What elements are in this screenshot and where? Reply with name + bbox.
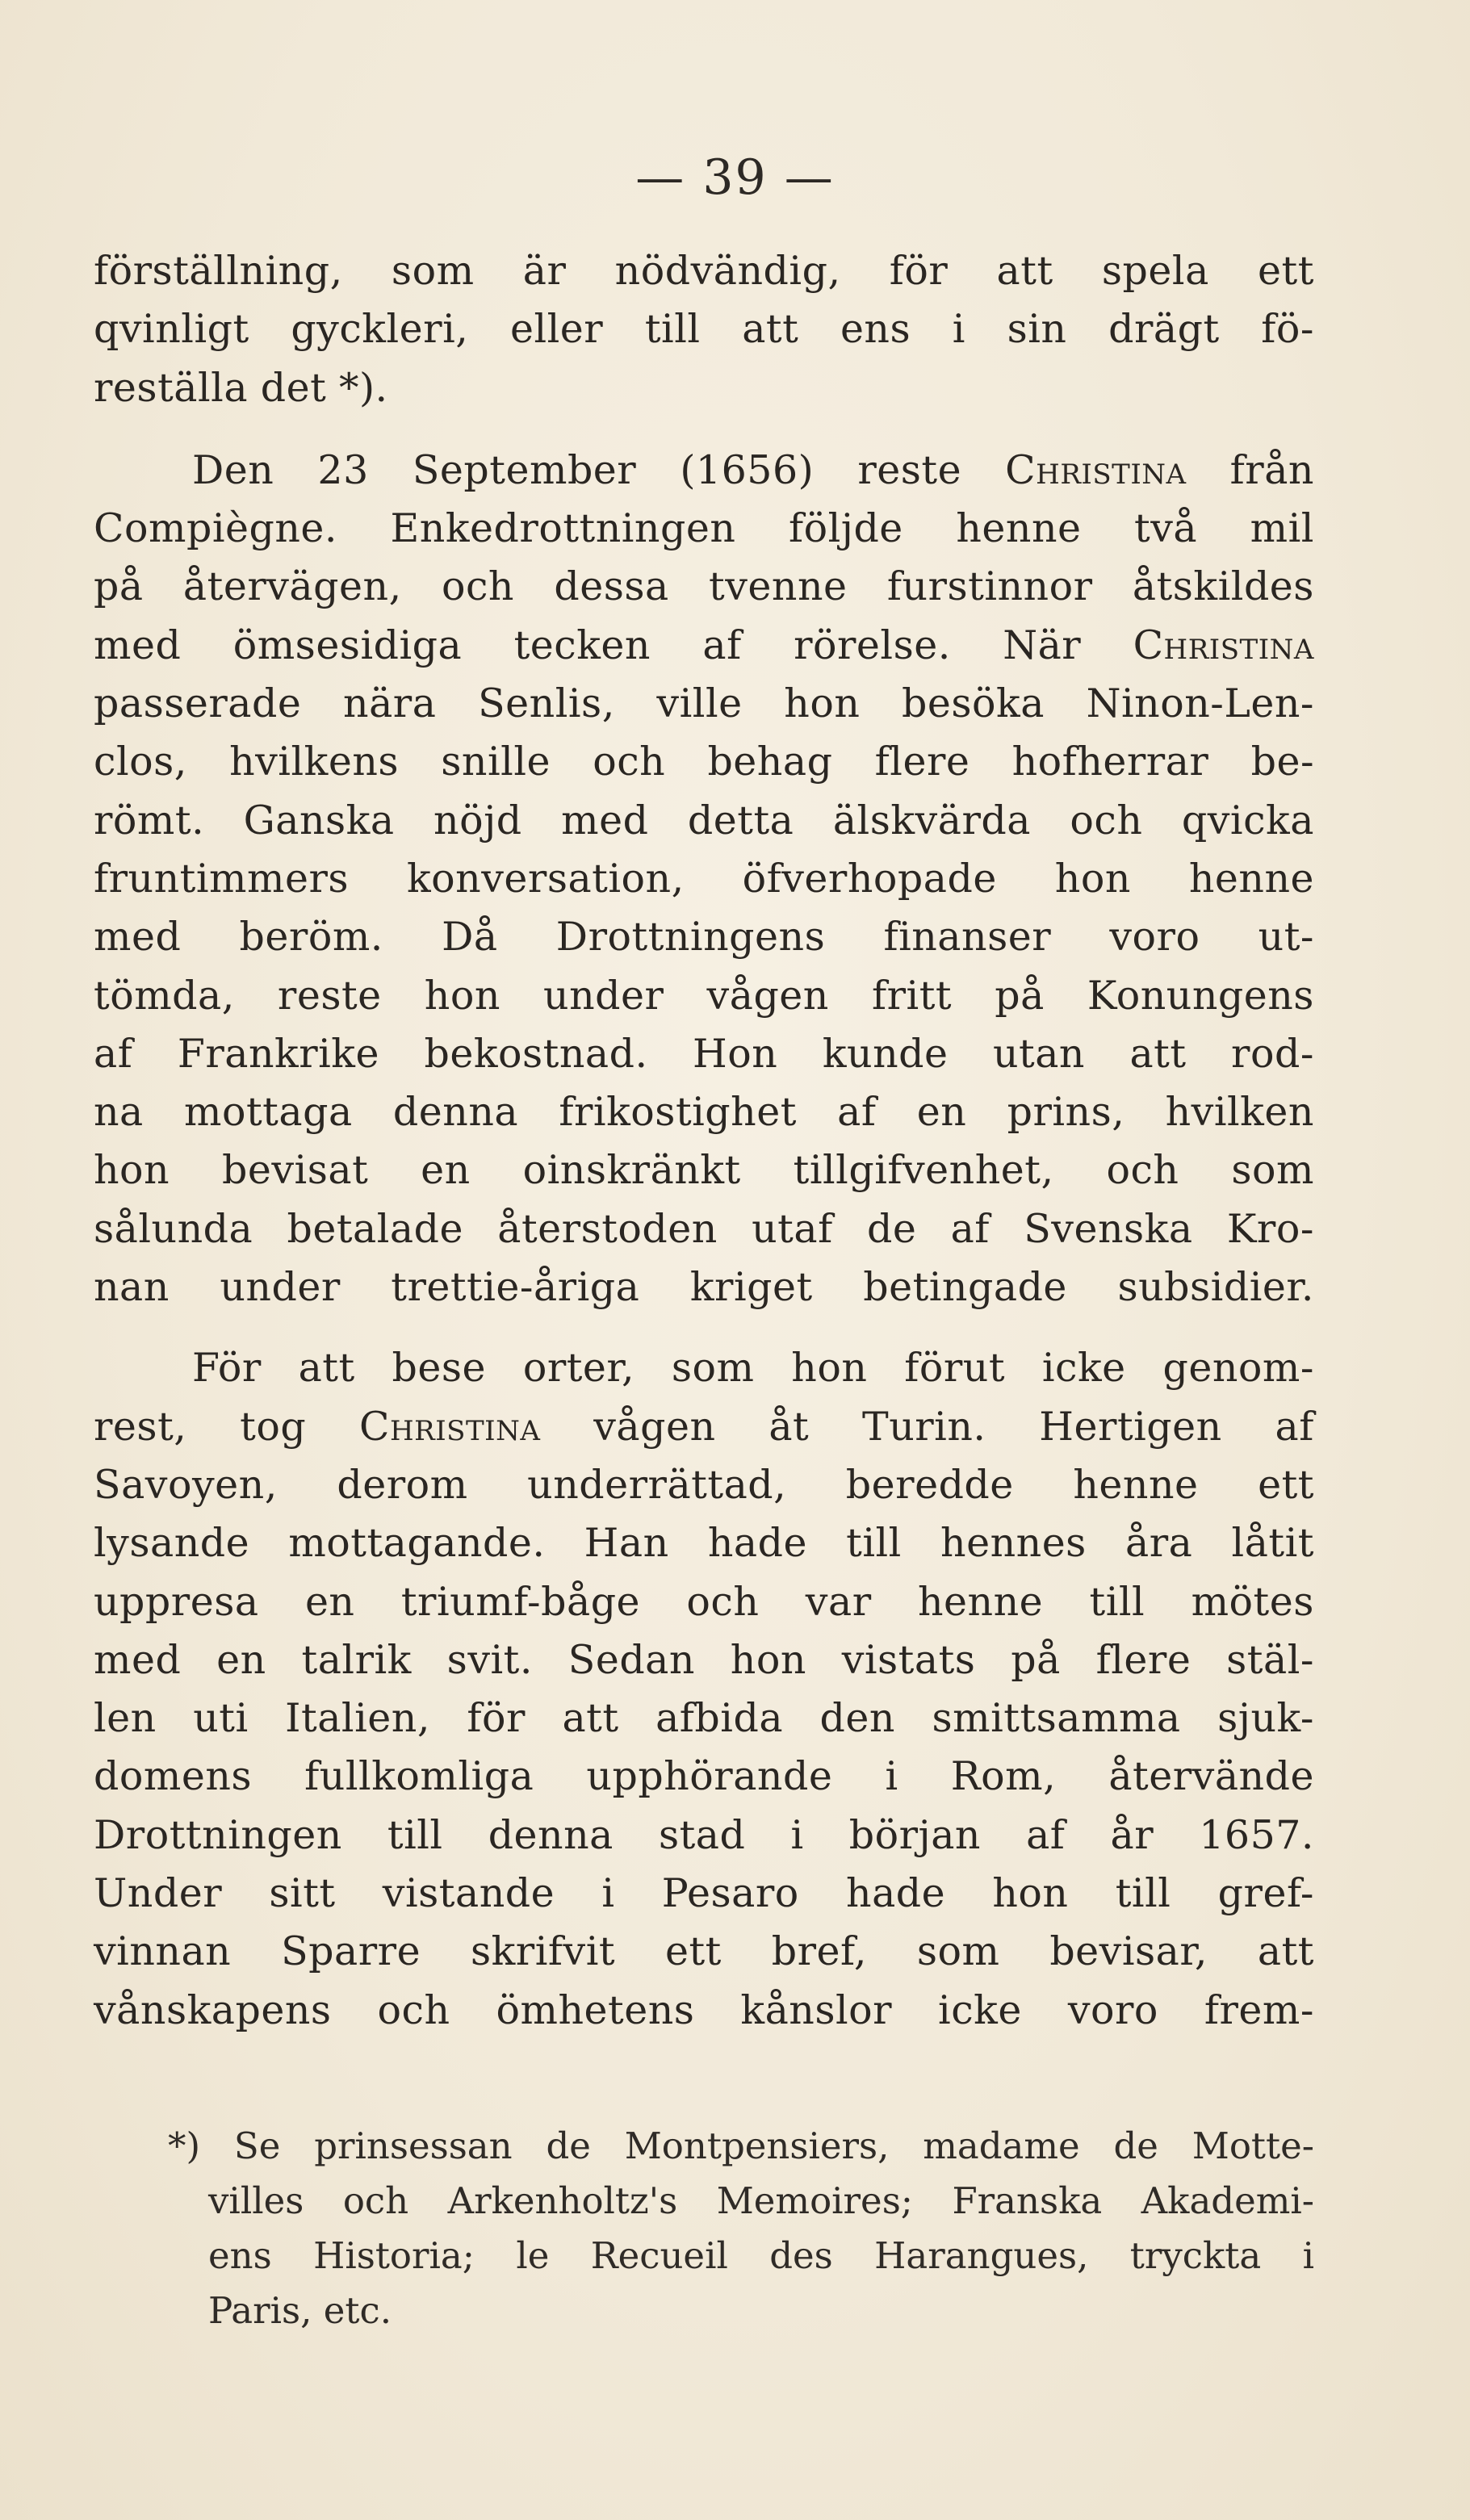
word: domens bbox=[94, 1753, 253, 1800]
word: tecken bbox=[513, 622, 651, 668]
word: ett bbox=[664, 1928, 722, 1975]
word: att bbox=[742, 306, 799, 353]
word: icke bbox=[938, 1986, 1022, 2033]
word: till bbox=[387, 1811, 443, 1858]
word: hofherrar bbox=[1011, 739, 1209, 785]
word: af bbox=[950, 1205, 990, 1252]
word: henne bbox=[1073, 1461, 1199, 1508]
word: en bbox=[421, 1147, 471, 1194]
text-line bbox=[94, 242, 1314, 300]
word: ömhetens bbox=[496, 1986, 695, 2033]
word: som bbox=[671, 1345, 755, 1392]
text-line bbox=[94, 850, 1314, 908]
word: var bbox=[805, 1578, 872, 1625]
word: de bbox=[1113, 2124, 1158, 2167]
word: genom- bbox=[1162, 1345, 1314, 1392]
word: *) bbox=[168, 2124, 201, 2167]
word: gref- bbox=[1217, 1870, 1314, 1917]
word: prins, bbox=[1007, 1089, 1125, 1136]
word: hon bbox=[784, 680, 861, 727]
word: ens bbox=[208, 2234, 272, 2277]
word: återvände bbox=[1108, 1753, 1314, 1800]
word: Christina bbox=[1133, 622, 1314, 668]
text-line bbox=[94, 1456, 1314, 1514]
word: qvinligt bbox=[94, 306, 249, 353]
word: och bbox=[686, 1578, 760, 1625]
word: villes bbox=[208, 2179, 304, 2222]
word: Hertigen bbox=[1039, 1403, 1222, 1450]
word: tvenne bbox=[709, 563, 848, 610]
footnote-line bbox=[94, 2229, 1314, 2283]
word: Drottningens bbox=[555, 914, 826, 961]
word: svit. bbox=[446, 1636, 533, 1683]
word: Hon bbox=[693, 1030, 778, 1077]
word: till bbox=[644, 306, 701, 353]
text-line bbox=[94, 1631, 1314, 1689]
word: Arkenholtz's bbox=[447, 2179, 678, 2222]
word: ens bbox=[840, 306, 911, 353]
word: Compiègne. bbox=[94, 505, 337, 552]
word: åra bbox=[1125, 1520, 1193, 1567]
word: hvilkens bbox=[229, 739, 400, 785]
word: hon bbox=[992, 1870, 1069, 1917]
text-line bbox=[94, 1398, 1314, 1456]
word: bevisar, bbox=[1049, 1928, 1208, 1975]
word: till bbox=[1089, 1578, 1145, 1625]
word: na bbox=[94, 1089, 144, 1136]
word: Motte- bbox=[1191, 2124, 1314, 2167]
word: fö- bbox=[1261, 306, 1314, 353]
word: Franska bbox=[952, 2179, 1103, 2222]
word: den bbox=[819, 1695, 895, 1742]
word: Enkedrottningen bbox=[390, 505, 736, 552]
text-line bbox=[94, 1923, 1314, 1981]
word: Akademi- bbox=[1141, 2179, 1314, 2222]
word: reste bbox=[857, 446, 962, 493]
word: de bbox=[546, 2124, 591, 2167]
text-line bbox=[94, 359, 1314, 417]
word: konversation, bbox=[406, 855, 685, 902]
word: bese bbox=[392, 1345, 486, 1392]
word: mottaga bbox=[184, 1089, 353, 1136]
word: i bbox=[952, 306, 965, 353]
word: 1657. bbox=[1199, 1811, 1314, 1858]
word: betingade bbox=[863, 1264, 1067, 1311]
word: römt. bbox=[94, 797, 205, 843]
word: Se bbox=[233, 2124, 281, 2167]
word: vistats bbox=[841, 1636, 976, 1683]
word: på bbox=[1011, 1636, 1061, 1683]
word: öfverhopade bbox=[742, 855, 997, 902]
word: återvägen, bbox=[182, 563, 402, 610]
word: som bbox=[1231, 1147, 1314, 1194]
word: derom bbox=[337, 1461, 468, 1508]
text-line bbox=[94, 1141, 1314, 1199]
word: åtskildes bbox=[1132, 563, 1314, 610]
word: vistande bbox=[382, 1870, 555, 1917]
word: uppresa bbox=[94, 1578, 259, 1625]
word: upphörande bbox=[586, 1753, 833, 1800]
word: talrik bbox=[301, 1636, 412, 1683]
word: och bbox=[441, 563, 514, 610]
word: Recueil bbox=[590, 2234, 728, 2277]
word: hon bbox=[730, 1636, 806, 1683]
word: orter, bbox=[522, 1345, 635, 1392]
word: Sedan bbox=[567, 1636, 695, 1683]
word: låtit bbox=[1231, 1520, 1314, 1567]
word: år bbox=[1110, 1811, 1154, 1858]
word: under bbox=[543, 972, 664, 1019]
word: Ninon-Len- bbox=[1086, 680, 1314, 727]
word: Då bbox=[442, 914, 498, 961]
word: denna bbox=[392, 1089, 519, 1136]
word: *). bbox=[338, 364, 388, 411]
word: hon bbox=[1054, 855, 1131, 902]
word: en bbox=[304, 1578, 355, 1625]
word: prinsessan bbox=[314, 2124, 513, 2167]
word: finanser bbox=[883, 914, 1052, 961]
word: besöka bbox=[902, 680, 1045, 727]
word: Christina bbox=[359, 1403, 541, 1450]
word: Kro- bbox=[1226, 1205, 1314, 1252]
word: tryckta bbox=[1129, 2234, 1262, 2277]
word: betalade bbox=[287, 1205, 464, 1252]
text-line bbox=[94, 1200, 1314, 1258]
word: detta bbox=[687, 797, 794, 843]
word: hvilken bbox=[1165, 1089, 1314, 1136]
word: Savoyen, bbox=[94, 1461, 278, 1508]
word: gyckleri, bbox=[291, 306, 469, 353]
word: reste bbox=[277, 972, 382, 1019]
word: vågen bbox=[593, 1403, 716, 1450]
word: Drottningen bbox=[94, 1811, 342, 1858]
word: henne bbox=[956, 505, 1082, 552]
word: ville bbox=[656, 680, 743, 727]
word: Memoires; bbox=[716, 2179, 913, 2222]
word: icke bbox=[1041, 1345, 1126, 1392]
word: mottagande. bbox=[288, 1520, 546, 1567]
word: af bbox=[837, 1089, 877, 1136]
word: till bbox=[1115, 1870, 1171, 1917]
word: och bbox=[342, 2179, 409, 2222]
word: och bbox=[1106, 1147, 1179, 1194]
word: att bbox=[996, 248, 1053, 294]
word: och bbox=[1070, 797, 1143, 843]
word: rod- bbox=[1231, 1030, 1314, 1077]
body-text bbox=[94, 242, 1314, 2040]
word: flere bbox=[1095, 1636, 1191, 1683]
word: mötes bbox=[1191, 1578, 1314, 1625]
word: Ganska bbox=[243, 797, 395, 843]
text-line bbox=[94, 792, 1314, 850]
text-line bbox=[94, 1258, 1314, 1317]
word: behag bbox=[707, 739, 833, 785]
word: furstinnor bbox=[886, 563, 1093, 610]
word: (1656) bbox=[680, 446, 815, 493]
word: afbida bbox=[655, 1695, 784, 1742]
footnote-line bbox=[94, 2283, 1314, 2338]
word: förställning, bbox=[94, 248, 343, 294]
word: rest, bbox=[94, 1403, 187, 1450]
word: följde bbox=[788, 505, 903, 552]
word: de bbox=[866, 1205, 917, 1252]
word: hon bbox=[94, 1147, 170, 1194]
word: med bbox=[94, 914, 182, 961]
word: oinskränkt bbox=[522, 1147, 741, 1194]
word: ut- bbox=[1258, 914, 1314, 961]
word: Turin. bbox=[862, 1403, 986, 1450]
word: tog bbox=[240, 1403, 307, 1450]
word: kunde bbox=[822, 1030, 949, 1077]
word: och bbox=[593, 739, 666, 785]
word: tillgifvenhet, bbox=[793, 1147, 1054, 1194]
word: Italien, bbox=[285, 1695, 430, 1742]
word: i bbox=[1302, 2234, 1314, 2277]
text-line bbox=[94, 1982, 1314, 2040]
word: för bbox=[889, 248, 949, 294]
word: att bbox=[1257, 1928, 1314, 1975]
word: uti bbox=[193, 1695, 249, 1742]
text-line bbox=[94, 500, 1314, 558]
word: Svenska bbox=[1024, 1205, 1193, 1252]
word: Sparre bbox=[281, 1928, 421, 1975]
word: tömda, bbox=[94, 972, 235, 1019]
word: stäl- bbox=[1226, 1636, 1314, 1683]
word: denna bbox=[488, 1811, 614, 1858]
word: etc. bbox=[323, 2289, 392, 2332]
word: För bbox=[192, 1345, 262, 1392]
word: början bbox=[848, 1811, 981, 1858]
word: stad bbox=[658, 1811, 746, 1858]
word: fritt bbox=[871, 972, 953, 1019]
word: af bbox=[1275, 1403, 1314, 1450]
word: att bbox=[298, 1345, 355, 1392]
word: Den bbox=[192, 446, 274, 493]
word: af bbox=[1026, 1811, 1066, 1858]
word: frikostighet bbox=[559, 1089, 797, 1136]
word: under bbox=[220, 1264, 341, 1311]
word: nära bbox=[343, 680, 437, 727]
word: subsidier. bbox=[1117, 1264, 1314, 1311]
word: snille bbox=[441, 739, 551, 785]
word: nan bbox=[94, 1264, 170, 1311]
word: Konungens bbox=[1087, 972, 1314, 1019]
word: September bbox=[412, 446, 637, 493]
word: att bbox=[1129, 1030, 1187, 1077]
word: af bbox=[702, 622, 742, 668]
word: för bbox=[467, 1695, 526, 1742]
word: vånskapens bbox=[94, 1986, 332, 2033]
word: sitt bbox=[269, 1870, 336, 1917]
word: Paris, bbox=[208, 2289, 312, 2332]
word: bekostnad. bbox=[424, 1030, 648, 1077]
word: madame bbox=[923, 2124, 1080, 2167]
word: Han bbox=[584, 1520, 669, 1567]
word: beredde bbox=[845, 1461, 1014, 1508]
word: hade bbox=[707, 1520, 807, 1567]
word: mil bbox=[1250, 505, 1314, 552]
word: ömsesidiga bbox=[232, 622, 463, 668]
word: en bbox=[916, 1089, 967, 1136]
word: passerade bbox=[94, 680, 302, 727]
word: rörelse. bbox=[794, 622, 951, 668]
word: Historia; bbox=[313, 2234, 475, 2277]
word: sin bbox=[1007, 306, 1067, 353]
word: med bbox=[94, 1636, 182, 1683]
word: Montpensiers, bbox=[624, 2124, 890, 2167]
word: till bbox=[846, 1520, 902, 1567]
word: lysande bbox=[94, 1520, 250, 1567]
word: återstoden bbox=[497, 1205, 718, 1252]
word: från bbox=[1229, 446, 1314, 493]
word: be- bbox=[1250, 739, 1314, 785]
word: som bbox=[391, 248, 475, 294]
word: flere bbox=[874, 739, 970, 785]
page-number: — 39 — bbox=[635, 149, 835, 206]
word: Christina bbox=[1005, 446, 1187, 493]
word: clos, bbox=[94, 739, 187, 785]
text-line bbox=[94, 1689, 1314, 1748]
word: hon bbox=[791, 1345, 868, 1392]
word: När bbox=[1003, 622, 1082, 668]
word: kriget bbox=[689, 1264, 813, 1311]
word: som bbox=[916, 1928, 1000, 1975]
text-line bbox=[94, 1514, 1314, 1572]
word: underrättad, bbox=[527, 1461, 787, 1508]
word: len bbox=[94, 1695, 157, 1742]
word: Harangues, bbox=[874, 2234, 1089, 2277]
text-line bbox=[94, 1806, 1314, 1865]
word: henne bbox=[917, 1578, 1044, 1625]
word: förut bbox=[904, 1345, 1006, 1392]
word: på bbox=[995, 972, 1045, 1019]
word: Under bbox=[94, 1870, 223, 1917]
word: bref, bbox=[771, 1928, 867, 1975]
word: voro bbox=[1109, 914, 1200, 961]
word: beröm. bbox=[239, 914, 383, 961]
word: hade bbox=[846, 1870, 946, 1917]
word: voro bbox=[1067, 1986, 1158, 2033]
word: med bbox=[561, 797, 649, 843]
word: Pesaro bbox=[661, 1870, 799, 1917]
footnote-line bbox=[94, 2119, 1314, 2174]
text-line bbox=[94, 1865, 1314, 1923]
word: i bbox=[885, 1753, 898, 1800]
text-line bbox=[94, 617, 1314, 675]
word: skrifvit bbox=[470, 1928, 616, 1975]
word: två bbox=[1134, 505, 1198, 552]
word: nöjd bbox=[433, 797, 522, 843]
word: dessa bbox=[554, 563, 669, 610]
text-line bbox=[94, 442, 1314, 500]
word: är bbox=[522, 248, 567, 294]
word: bevisat bbox=[222, 1147, 369, 1194]
word: att bbox=[562, 1695, 619, 1742]
word: åt bbox=[769, 1403, 810, 1450]
text-line bbox=[94, 675, 1314, 733]
text-line bbox=[94, 1748, 1314, 1806]
word: frem- bbox=[1204, 1986, 1314, 2033]
word: sålunda bbox=[94, 1205, 253, 1252]
text-line bbox=[94, 558, 1314, 616]
word: hennes bbox=[940, 1520, 1087, 1567]
word: fruntimmers bbox=[94, 855, 350, 902]
text-line bbox=[94, 1083, 1314, 1141]
word: fullkomliga bbox=[304, 1753, 534, 1800]
word: henne bbox=[1188, 855, 1314, 902]
text-line bbox=[94, 733, 1314, 791]
word: en bbox=[216, 1636, 266, 1683]
text-line bbox=[94, 908, 1314, 966]
word: trettie-åriga bbox=[391, 1264, 640, 1311]
word: utan bbox=[992, 1030, 1085, 1077]
word: det bbox=[260, 364, 327, 411]
word: des bbox=[769, 2234, 833, 2277]
word: 23 bbox=[317, 446, 369, 493]
footnote bbox=[94, 2119, 1314, 2338]
word: le bbox=[516, 2234, 550, 2277]
word: triumf-båge bbox=[400, 1578, 641, 1625]
word: ett bbox=[1258, 1461, 1314, 1508]
word: vinnan bbox=[94, 1928, 232, 1975]
word: ett bbox=[1258, 248, 1314, 294]
text-line bbox=[94, 1573, 1314, 1631]
text-line bbox=[94, 1025, 1314, 1083]
word: nödvändig, bbox=[614, 248, 841, 294]
word: med bbox=[94, 622, 182, 668]
word: på bbox=[94, 563, 144, 610]
word: spela bbox=[1101, 248, 1209, 294]
word: Rom, bbox=[950, 1753, 1057, 1800]
word: Frankrike bbox=[177, 1030, 379, 1077]
text-line bbox=[94, 967, 1314, 1025]
word: i bbox=[601, 1870, 615, 1917]
word: och bbox=[377, 1986, 450, 2033]
word: drägt bbox=[1108, 306, 1220, 353]
word: hon bbox=[424, 972, 500, 1019]
word: Senlis, bbox=[478, 680, 615, 727]
word: i bbox=[790, 1811, 804, 1858]
word: eller bbox=[509, 306, 604, 353]
word: utaf bbox=[752, 1205, 833, 1252]
word: sjuk- bbox=[1217, 1695, 1314, 1742]
word: kånslor bbox=[740, 1986, 893, 2033]
word: af bbox=[94, 1030, 133, 1077]
word: reställa bbox=[94, 364, 249, 411]
text-line bbox=[94, 300, 1314, 358]
text-line bbox=[94, 1339, 1314, 1397]
footnote-line bbox=[94, 2174, 1314, 2229]
word: älskvärda bbox=[832, 797, 1031, 843]
word: qvicka bbox=[1181, 797, 1314, 843]
word: smittsamma bbox=[932, 1695, 1181, 1742]
word: vågen bbox=[706, 972, 829, 1019]
